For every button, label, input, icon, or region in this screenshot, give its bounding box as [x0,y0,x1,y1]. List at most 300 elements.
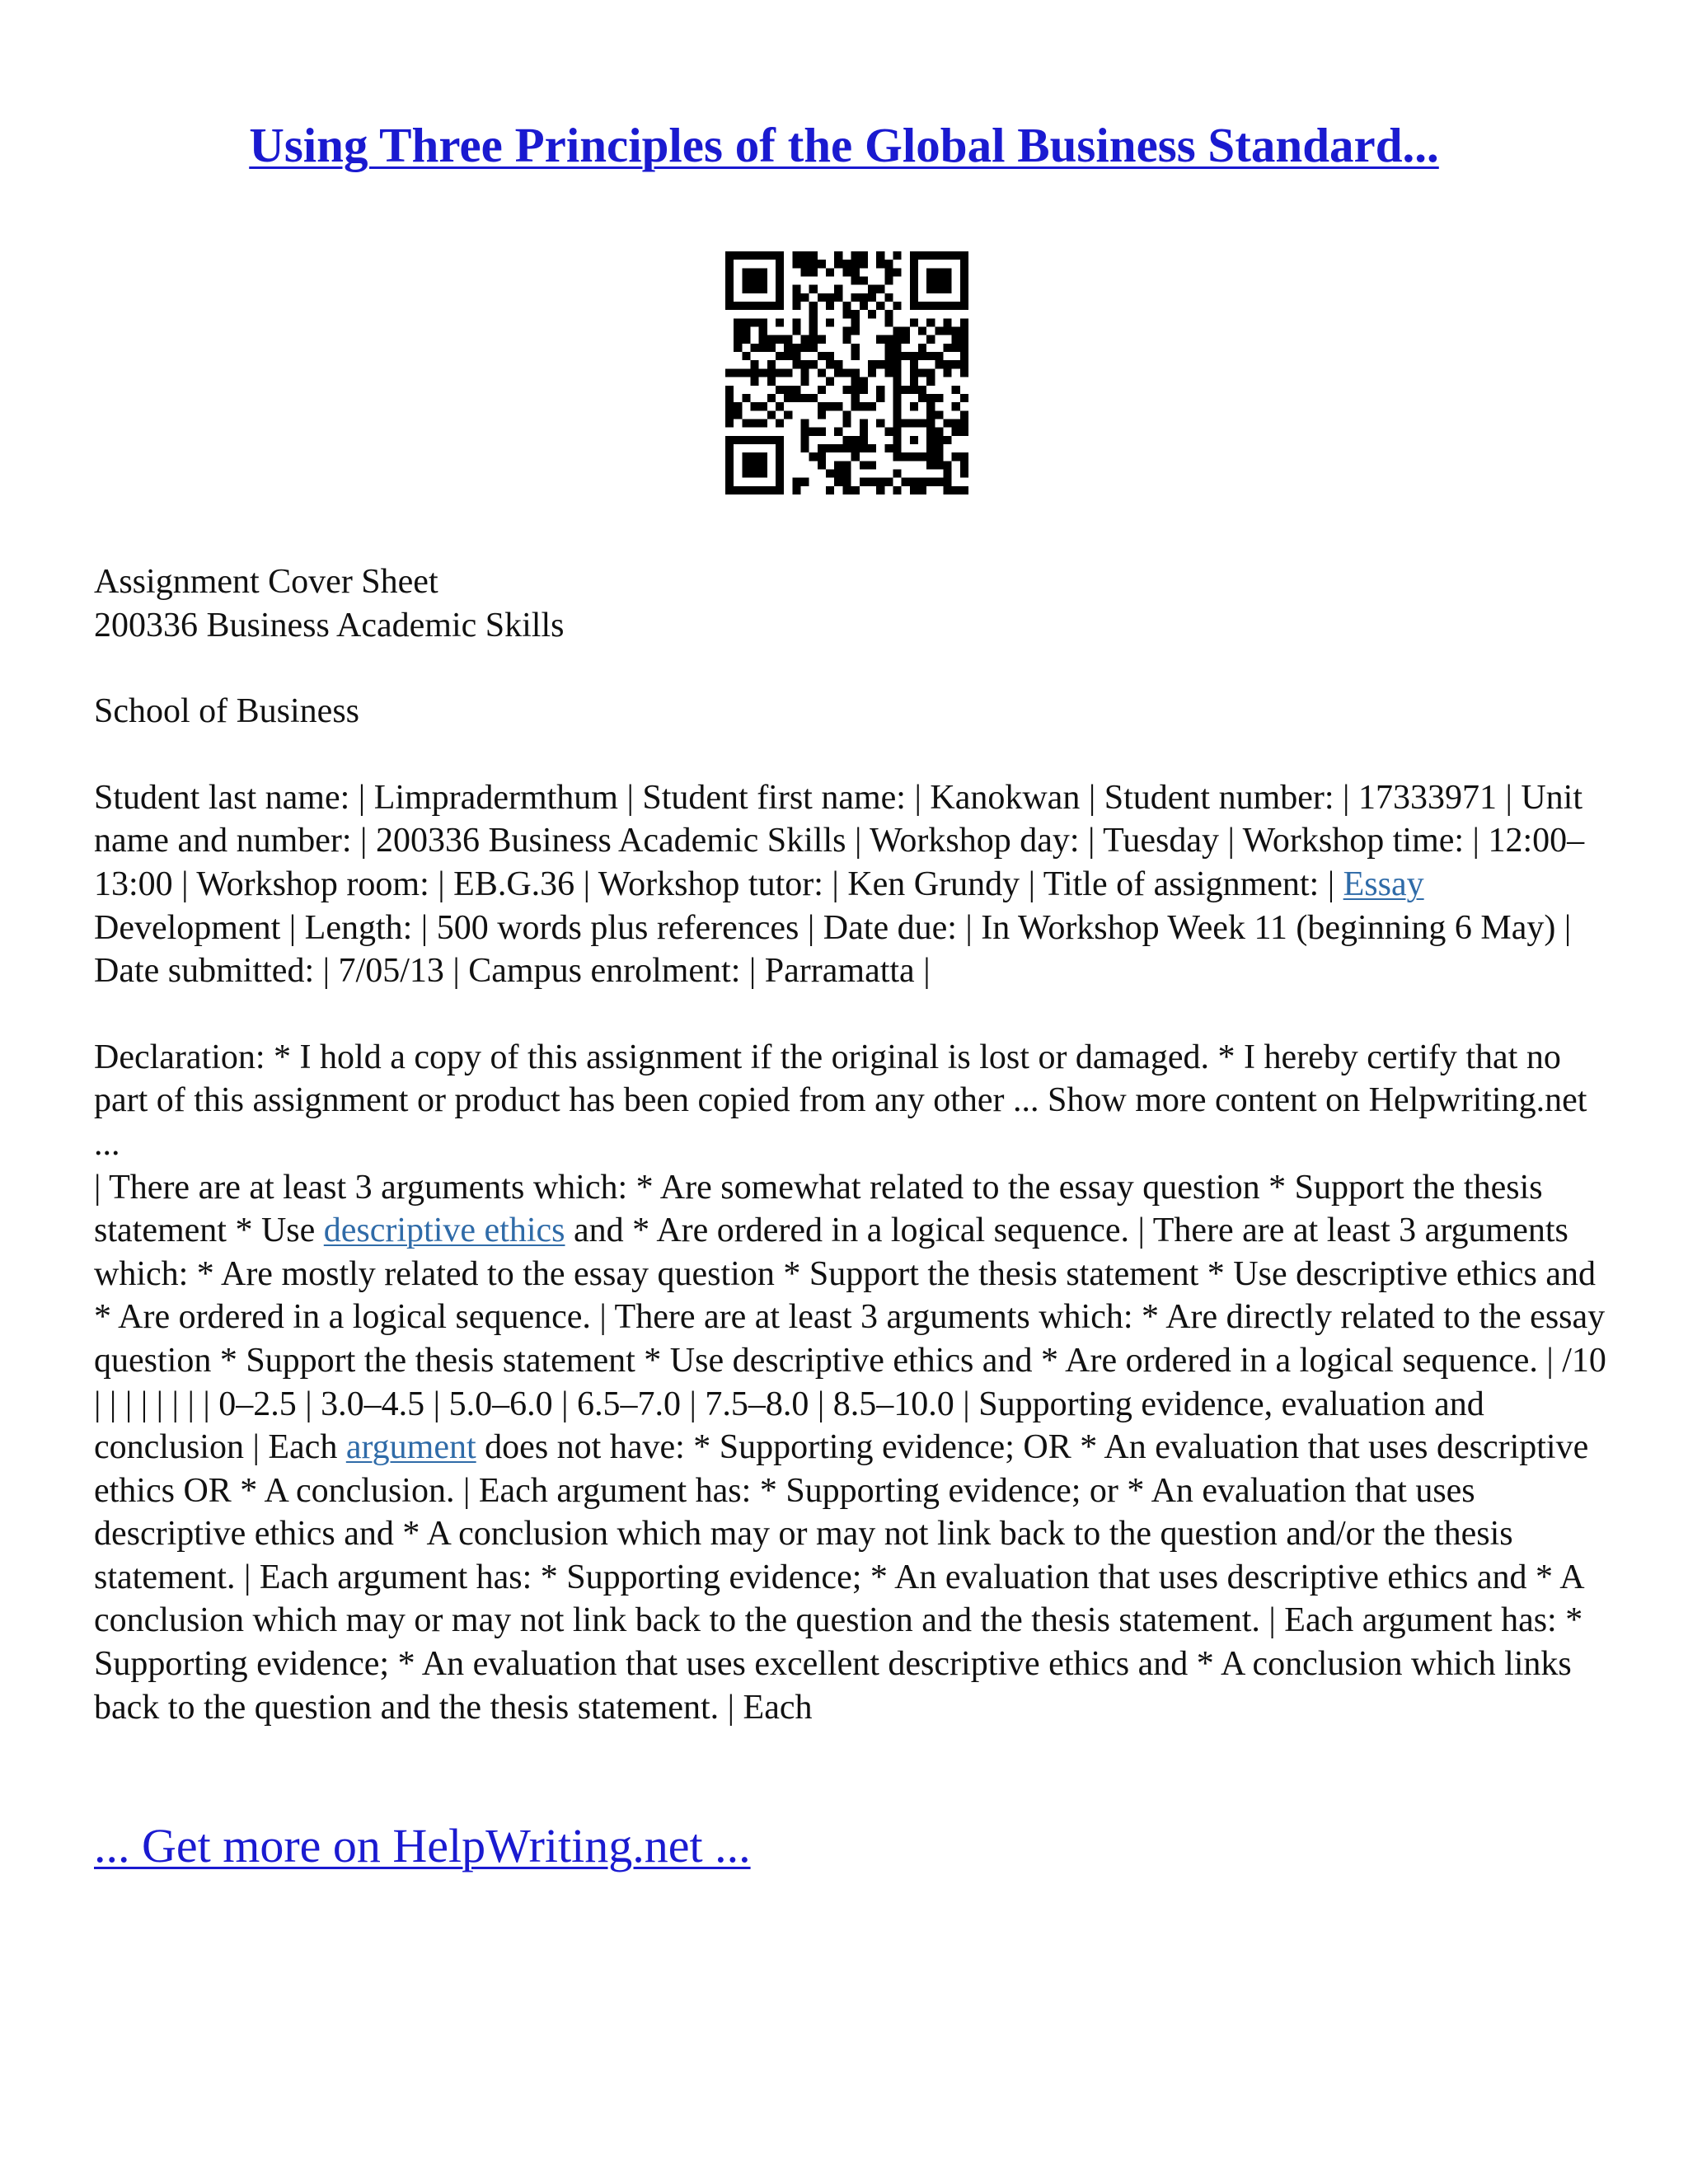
qr-module [751,360,759,368]
qr-module [734,344,742,352]
qr-module [725,461,734,469]
declaration-text: Declaration: * I hold a copy of this assignment if the original is lost or damaged. * I hereby certify that no part of this assignment or product has been copied from any other ... Show more content on Helpwriting.net ... [94,1038,1587,1163]
qr-module [876,260,884,268]
qr-module [801,293,809,302]
qr-module [910,368,918,377]
qr-module [902,478,910,486]
qr-module [842,327,851,335]
qr-module [725,478,734,486]
qr-module [842,335,851,344]
qr-module [776,436,784,444]
school-name: School of Business [94,692,360,731]
qr-module [809,310,818,318]
qr-module [926,285,935,293]
qr-module [860,277,868,285]
qr-module [801,377,809,386]
qr-module [935,302,943,310]
qr-module [918,478,926,486]
qr-module [926,352,935,360]
qr-module [834,293,842,302]
qr-module [842,469,851,477]
qr-module [776,486,784,494]
qr-module [876,478,884,486]
qr-module [860,461,868,469]
qr-module [893,344,901,352]
qr-module [792,260,800,268]
qr-module [952,344,960,352]
qr-module [926,478,935,486]
qr-module [893,452,901,461]
qr-module [784,335,792,344]
qr-module [851,344,860,352]
qr-module [918,251,926,260]
qr-module [868,478,876,486]
qr-module [792,318,800,326]
qr-module [860,402,868,410]
qr-module [742,251,750,260]
argument-link[interactable]: argument [345,1428,476,1467]
qr-module [801,428,809,436]
qr-module [834,428,842,436]
qr-module [860,428,868,436]
document-body [94,560,1611,1729]
qr-module [893,327,901,335]
qr-module [826,360,834,368]
qr-module [809,344,818,352]
qr-module [842,386,851,394]
qr-module [801,268,809,276]
qr-module [725,386,734,394]
qr-module [734,318,742,326]
qr-module [725,410,734,419]
qr-module [926,377,935,386]
qr-module [742,285,750,293]
qr-module [751,377,759,386]
qr-module [893,436,901,444]
qr-module [776,260,784,268]
qr-module [759,302,767,310]
qr-module [742,352,750,360]
qr-module [935,327,943,335]
qr-module [960,293,968,302]
qr-module [809,452,818,461]
qr-module [893,402,901,410]
qr-module [826,402,834,410]
qr-module [926,436,935,444]
qr-module [935,285,943,293]
qr-module [893,368,901,377]
qr-module [935,478,943,486]
spacer [94,647,1611,690]
qr-module [943,251,951,260]
qr-module [960,302,968,310]
qr-module [809,318,818,326]
qr-module [818,428,826,436]
qr-module [759,251,767,260]
qr-module [751,436,759,444]
qr-module [776,352,784,360]
qr-module [792,386,800,394]
qr-module [784,368,792,377]
qr-module [960,461,968,469]
qr-module [943,277,951,285]
qr-module [792,327,800,335]
qr-module [809,394,818,402]
qr-module [776,277,784,285]
qr-module [935,410,943,419]
qr-module [860,386,868,394]
qr-module [809,260,818,268]
qr-module [842,368,851,377]
qr-module [842,444,851,452]
qr-module [926,251,935,260]
qr-module [776,402,784,410]
qr-module [926,419,935,427]
qr-module [876,419,884,427]
qr-module [851,318,860,326]
qr-module [759,486,767,494]
qr-module [725,285,734,293]
qr-module [826,352,834,360]
qr-module [776,461,784,469]
qr-module [818,410,826,419]
qr-module [801,368,809,377]
qr-module [902,386,910,394]
qr-module [801,360,809,368]
qr-module [910,386,918,394]
qr-module [960,368,968,377]
qr-module [776,293,784,302]
title-link[interactable]: Using Three Principles of the Global Business Standard... [249,118,1439,172]
qr-module [818,444,826,452]
descriptive-ethics-link[interactable]: descriptive ethics [323,1212,565,1250]
qr-module [776,368,784,377]
qr-module [960,410,968,419]
qr-module [784,394,792,402]
qr-module [834,251,842,260]
qr-module [884,352,893,360]
qr-module [960,352,968,360]
get-more-link[interactable]: ... Get more on HelpWriting.net ... [94,1819,751,1872]
qr-module [734,410,742,419]
qr-module [943,302,951,310]
qr-module [725,436,734,444]
qr-module [851,436,860,444]
qr-module [960,318,968,326]
qr-module [818,402,826,410]
qr-module [943,344,951,352]
qr-module [910,268,918,276]
qr-module [918,394,926,402]
qr-module [801,260,809,268]
qr-module [751,452,759,461]
qr-module [826,469,834,477]
qr-module [818,335,826,344]
qr-module [893,352,901,360]
qr-module [868,293,876,302]
qr-module [784,386,792,394]
qr-module [767,251,776,260]
qr-module [776,386,784,394]
qr-module [884,344,893,352]
rubric-text-part3: does not have: * Supporting evidence; OR * An evaluation that uses descriptive ethics OR * A conclusion. | Each argument has: * Supporting evidence; or * An evaluation that uses descriptive ethics and * A conclusion which may or may not link back to the question and/or the thesis statement. | Each argument has: * Supporting evidence; * An evaluation that uses descriptive ethics and * A conclusion which may or may not link back to the question and the thesis statement. | Each argument has: * Supporting evidence; * An evaluation that uses excellent descriptive ethics and * A conclusion which links back to the question and the thesis statement. | Each [94,1428,1589,1727]
qr-module [884,318,893,326]
essay-link[interactable]: Essay [1343,865,1424,903]
qr-module [742,327,750,335]
qr-module [952,327,960,335]
qr-module [834,285,842,293]
qr-module [952,335,960,344]
qr-module [742,277,750,285]
qr-module [725,402,734,410]
qr-module [868,360,876,368]
qr-module [784,410,792,419]
details-text-start: Student last name: | Limpradermthum | Student first name: | Kanokwan | Student number: | 17333971 | Unit name and number: | 200336 Business Academic Skills | Workshop day: | Tuesday | Workshop time: | 12:00–13:00 | Workshop room: | EB.G.36 | Workshop tutor: | Ken Grundy | Title of assignment: | [94,778,1585,903]
qr-module [784,352,792,360]
qr-module [751,318,759,326]
qr-module [801,444,809,452]
qr-module [826,318,834,326]
qr-module [742,318,750,326]
qr-module [734,335,742,344]
qr-module [809,335,818,344]
qr-module [734,327,742,335]
qr-module [834,360,842,368]
qr-module [952,302,960,310]
qr-module [776,302,784,310]
qr-module [935,436,943,444]
qr-module [842,260,851,268]
qr-module [918,386,926,394]
qr-module [893,377,901,386]
qr-module [884,478,893,486]
qr-module [851,352,860,360]
qr-module [918,452,926,461]
qr-module [834,469,842,477]
qr-module [842,310,851,318]
qr-module [725,368,734,377]
qr-module [826,444,834,452]
qr-module [725,302,734,310]
qr-module [851,268,860,276]
qr-module [759,436,767,444]
qr-module [742,394,750,402]
cover-sheet-heading: Assignment Cover Sheet [94,563,438,601]
qr-module [751,251,759,260]
qr-module [935,461,943,469]
qr-module [759,461,767,469]
qr-module [751,469,759,477]
qr-module [902,452,910,461]
qr-module [851,386,860,394]
qr-module [834,478,842,486]
qr-module [926,335,935,344]
qr-module [910,402,918,410]
rubric-text-part1: | There are at least 3 arguments which: * Are somewhat related to the essay question * Support the thesis statement * Use [94,1168,1543,1250]
qr-module [759,268,767,276]
qr-module [860,302,868,310]
qr-module [960,428,968,436]
qr-module [725,268,734,276]
qr-module [842,419,851,427]
qr-module [826,486,834,494]
qr-module [842,302,851,310]
qr-module [952,360,960,368]
qr-module [725,469,734,477]
qr-module [801,344,809,352]
qr-module [834,444,842,452]
qr-module [792,293,800,302]
qr-module [926,302,935,310]
qr-module [918,352,926,360]
qr-module [910,260,918,268]
qr-module [876,251,884,260]
qr-module [943,486,951,494]
qr-module [759,419,767,427]
qr-module [809,302,818,310]
qr-module [926,318,935,326]
qr-module [943,268,951,276]
qr-module [851,368,860,377]
qr-module [809,428,818,436]
qr-module [734,302,742,310]
qr-module [910,419,918,427]
qr-module [860,377,868,386]
qr-module [910,302,918,310]
qr-module [910,478,918,486]
qr-module [860,260,868,268]
qr-module [893,302,901,310]
qr-module [960,486,968,494]
qr-module [776,318,784,326]
qr-module [943,419,951,427]
qr-module [943,461,951,469]
qr-module [734,368,742,377]
qr-module [926,277,935,285]
qr-module [776,268,784,276]
qr-module [884,277,893,285]
qr-module [767,410,776,419]
qr-module [960,394,968,402]
qr-module [751,402,759,410]
qr-module [776,469,784,477]
qr-module [742,452,750,461]
qr-module [943,469,951,477]
qr-module [884,335,893,344]
qr-module [952,486,960,494]
qr-module [776,251,784,260]
qr-module [792,486,800,494]
qr-module [809,251,818,260]
qr-module [851,293,860,302]
qr-module [767,486,776,494]
qr-module [876,360,884,368]
qr-module [801,335,809,344]
qr-module [851,327,860,335]
qr-module [767,360,776,368]
qr-module [935,428,943,436]
qr-module [826,293,834,302]
qr-module [759,344,767,352]
qr-module [801,251,809,260]
qr-module [734,402,742,410]
qr-module [918,368,926,377]
qr-module [792,302,800,310]
qr-module [952,428,960,436]
qr-module [893,386,901,394]
qr-module [876,394,884,402]
qr-module [742,335,750,344]
qr-module [776,444,784,452]
qr-module [960,452,968,461]
qr-module [809,268,818,276]
qr-module [851,251,860,260]
qr-module [759,318,767,326]
qr-module [776,478,784,486]
qr-module [893,251,901,260]
qr-module [818,452,826,461]
qr-module [876,486,884,494]
qr-module [868,402,876,410]
qr-module [767,302,776,310]
qr-module [851,377,860,386]
qr-module [742,469,750,477]
qr-module [935,251,943,260]
qr-module [767,368,776,377]
qr-module [910,293,918,302]
qr-module [952,419,960,427]
qr-module [868,461,876,469]
qr-module [884,293,893,302]
page-title [0,115,1688,175]
qr-module [960,469,968,477]
qr-module [860,444,868,452]
qr-module [893,410,901,419]
qr-module [884,444,893,452]
qr-module [960,251,968,260]
qr-module [893,419,901,427]
qr-module [926,394,935,402]
qr-module [926,444,935,452]
unit-heading: 200336 Business Academic Skills [94,606,565,644]
qr-module [809,285,818,293]
qr-module [943,368,951,377]
rubric-text-part2: and * Are ordered in a logical sequence. | There are at least 3 arguments which: * Are mostly related to the essay question * Support the thesis statement * Use descriptive ethics and * Are ordered in a logical sequence. | There are at least 3 arguments which: * Are directly related to the essay question * Support the thesis statement * Use descriptive ethics and * Are ordered in a logical sequence. | /10 | | | | | | | | 0–2.5 | 3.0–4.5 | 5.0–6.0 | 6.5–7.0 | 7.5–8.0 | 8.5–10.0 | Supporting evidence, evaluation and conclusion | Each [94,1212,1606,1467]
qr-module [960,327,968,335]
qr-module [860,419,868,427]
qr-module [960,335,968,344]
qr-module [935,452,943,461]
qr-module [751,344,759,352]
qr-module [818,461,826,469]
qr-module [776,285,784,293]
qr-module [767,394,776,402]
qr-module [818,386,826,394]
qr-module [792,360,800,368]
qr-module [926,368,935,377]
rubric-text [94,1166,1611,1730]
qr-module [935,268,943,276]
qr-module [742,368,750,377]
qr-module [918,302,926,310]
qr-module [893,360,901,368]
qr-module [751,419,759,427]
qr-module [935,352,943,360]
qr-module [759,452,767,461]
spacer [94,993,1611,1036]
qr-module [725,394,734,402]
qr-code-icon [725,251,968,494]
